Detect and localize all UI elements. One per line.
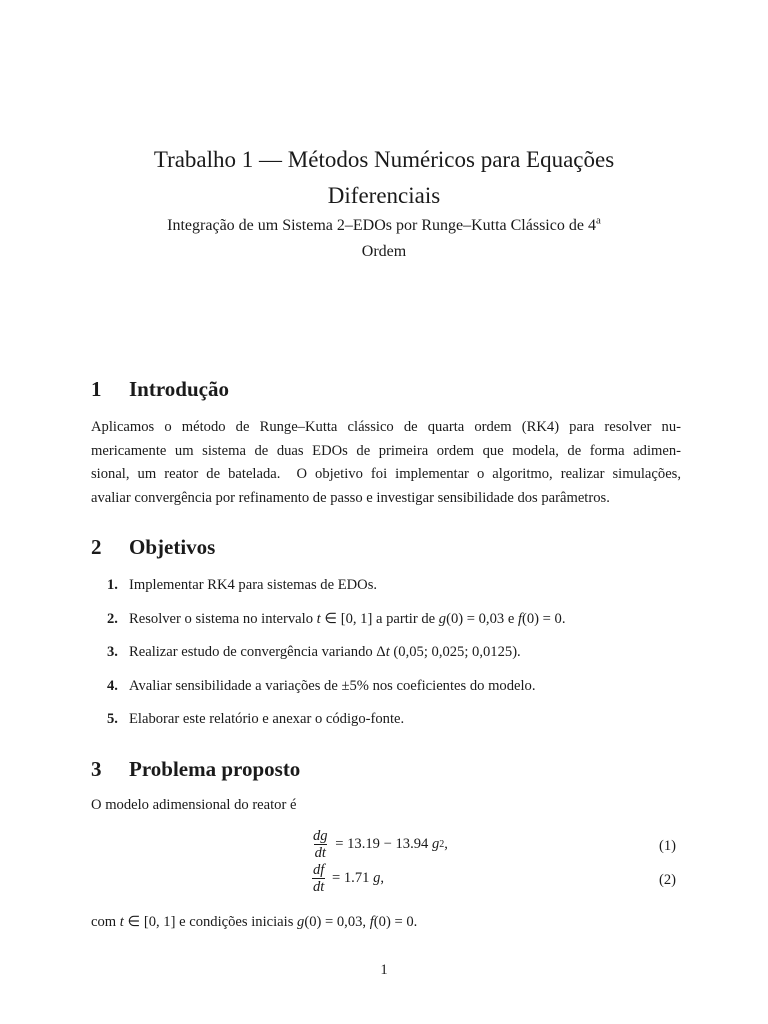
title-line-1: Trabalho 1 — Métodos Numéricos para Equações	[153, 147, 615, 172]
math-var: t	[316, 610, 321, 627]
title-line-2: Diferenciais	[327, 183, 441, 208]
list-item-text: ∈ [0, 1] a partir de	[320, 610, 439, 627]
math-var: g	[373, 870, 381, 886]
list-marker: 5.	[107, 711, 118, 727]
section-number: 1	[91, 377, 102, 401]
math-var: g	[297, 914, 305, 930]
fraction-numerator: df	[313, 862, 325, 878]
problem-intro: O modelo adimensional do reator é	[91, 797, 297, 813]
equation-number: (1)	[658, 838, 676, 854]
closing-text: (0) = 0,03,	[304, 914, 370, 930]
list-item	[91, 641, 681, 675]
math-var: g	[438, 610, 447, 627]
math-var: g	[431, 836, 440, 852]
section-number: 2	[91, 535, 102, 559]
list-marker: 4.	[107, 677, 118, 694]
equation-rhs: = 1.71	[328, 870, 374, 886]
objectives-list	[91, 574, 681, 742]
list-item-text: Realizar estudo de convergência variando Δ	[129, 644, 386, 660]
list-item	[91, 675, 681, 709]
list-marker: 1.	[107, 577, 118, 593]
intro-line-2: mericamente um sistema de duas EDOs de primeira ordem que modela, de forma adimen-	[91, 442, 681, 459]
subtitle-line-1: Integração de um Sistema 2–EDOs por Runge–Kutta Clássico de 4	[167, 217, 596, 234]
closing-text: (0) = 0.	[373, 914, 418, 930]
document-title	[90, 142, 678, 214]
intro-paragraph	[91, 416, 681, 510]
equation-1	[312, 828, 448, 861]
section-heading-objetivos	[91, 535, 215, 560]
fraction-denominator: dt	[314, 845, 326, 861]
equation-2	[312, 862, 384, 895]
intro-line-1: Aplicamos o método de Runge–Kutta clássico de quarta ordem (RK4) para resolver nu-	[91, 419, 681, 435]
document-subtitle	[100, 213, 668, 265]
section-title: Problema proposto	[129, 757, 301, 781]
list-item-text: Avaliar sensibilidade a variações de ±5% nos coeficientes do modelo.	[129, 677, 536, 694]
section-number: 3	[91, 757, 102, 781]
subtitle-ordinal: a	[595, 214, 601, 227]
fraction-denominator: dt	[313, 879, 325, 895]
list-marker: 3.	[107, 644, 118, 660]
section-heading-problema-proposto	[91, 757, 300, 782]
list-item-text: (0) = 0.	[522, 610, 566, 627]
subtitle-line-2: Ordem	[361, 243, 407, 260]
exponent: 2	[439, 839, 445, 850]
section-heading-introducao	[91, 377, 229, 402]
list-marker: 2.	[107, 610, 118, 627]
intro-line-4: avaliar convergência por refinamento de passo e investigar sensibilidade dos parâmetros.	[91, 489, 610, 506]
list-item-text: Resolver o sistema no intervalo	[129, 610, 317, 627]
list-item-text: Elaborar este relatório e anexar o código-fonte.	[129, 711, 405, 727]
equation-punct: ,	[444, 836, 448, 852]
list-item-text: Implementar RK4 para sistemas de EDOs.	[129, 577, 378, 593]
intro-line-3: sional, um reator de batelada. O objetivo foi implementar o algoritmo, realizar simulações,	[91, 466, 681, 483]
math-var: f	[517, 610, 523, 627]
problem-closing	[91, 913, 417, 931]
section-title: Objetivos	[129, 535, 216, 559]
list-item	[91, 708, 681, 742]
math-var: f	[369, 914, 374, 930]
closing-text: ∈ [0, 1] e condições iniciais	[123, 914, 298, 930]
math-var: t	[385, 644, 390, 660]
page-number: 1	[380, 962, 388, 978]
fraction	[312, 828, 329, 861]
equation-number: (2)	[658, 872, 676, 888]
fraction-numerator: dg	[313, 828, 328, 844]
math-var: t	[119, 914, 124, 930]
list-item	[91, 608, 681, 642]
equation-rhs: = 13.19 − 13.94	[331, 836, 432, 852]
fraction	[312, 862, 325, 895]
list-item-text: (0,05; 0,025; 0,0125).	[389, 644, 521, 660]
list-item	[91, 574, 681, 608]
closing-text: com	[91, 914, 120, 930]
equation-punct: ,	[380, 870, 385, 886]
section-title: Introdução	[129, 377, 229, 401]
list-item-text: (0) = 0,03 e	[446, 610, 518, 627]
